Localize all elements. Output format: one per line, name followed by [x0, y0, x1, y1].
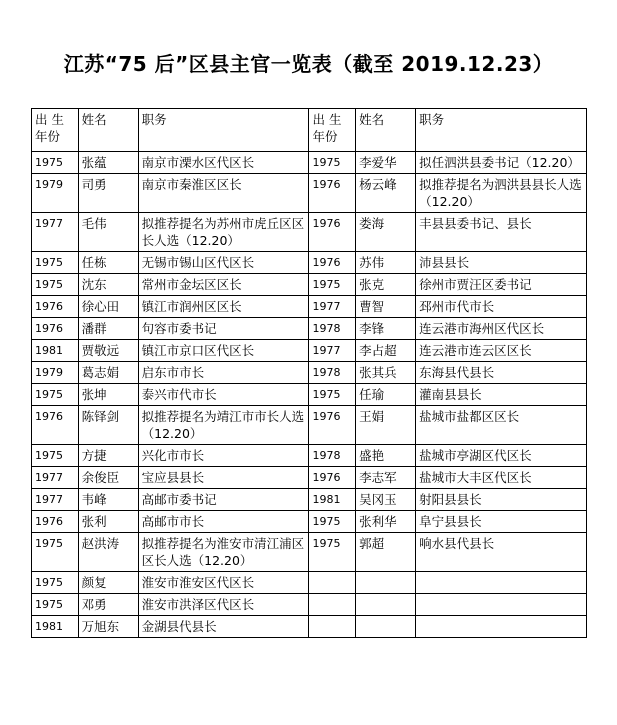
- table-body: [32, 152, 587, 638]
- post-cell: 徐州市贾汪区委书记: [416, 274, 587, 296]
- birth-year-cell: 1978: [309, 445, 356, 467]
- birth-year-cell: 1976: [32, 296, 79, 318]
- post-cell: 盐城市亭湖区代区长: [416, 445, 587, 467]
- birth-year-cell: 1975: [32, 152, 79, 174]
- name-cell: 葛志娟: [78, 362, 138, 384]
- post-cell: 丰县县委书记、县长: [416, 213, 587, 252]
- column-header-birth-year: 出 生 年份: [309, 109, 356, 152]
- name-cell: 张其兵: [356, 362, 416, 384]
- birth-year-cell: 1975: [32, 384, 79, 406]
- table-row: [32, 340, 587, 362]
- name-cell: 李志军: [356, 467, 416, 489]
- table-row: [32, 489, 587, 511]
- post-cell: 南京市秦淮区区长: [138, 174, 309, 213]
- name-cell: 李锋: [356, 318, 416, 340]
- post-cell: [416, 594, 587, 616]
- name-cell: 方捷: [78, 445, 138, 467]
- column-header-name: 姓名: [356, 109, 416, 152]
- name-cell: 杨云峰: [356, 174, 416, 213]
- birth-year-cell: 1975: [32, 274, 79, 296]
- name-cell: 邓勇: [78, 594, 138, 616]
- birth-year-cell: 1975: [32, 445, 79, 467]
- post-cell: [416, 572, 587, 594]
- birth-year-cell: 1976: [32, 511, 79, 533]
- name-cell: 曹智: [356, 296, 416, 318]
- name-cell: 李爱华: [356, 152, 416, 174]
- name-cell: 任瑜: [356, 384, 416, 406]
- name-cell: [356, 594, 416, 616]
- name-cell: 张利: [78, 511, 138, 533]
- birth-year-cell: [309, 616, 356, 638]
- name-cell: 韦峰: [78, 489, 138, 511]
- name-cell: 徐心田: [78, 296, 138, 318]
- birth-year-cell: 1976: [309, 174, 356, 213]
- birth-year-cell: 1975: [32, 533, 79, 572]
- birth-year-cell: 1975: [32, 252, 79, 274]
- table-row: [32, 274, 587, 296]
- birth-year-cell: 1976: [32, 318, 79, 340]
- name-cell: 万旭东: [78, 616, 138, 638]
- table-row: [32, 296, 587, 318]
- column-header-post: 职务: [416, 109, 587, 152]
- name-cell: [356, 616, 416, 638]
- birth-year-cell: 1979: [32, 174, 79, 213]
- post-cell: 灌南县县长: [416, 384, 587, 406]
- post-cell: 拟推荐提名为靖江市市长人选（12.20）: [138, 406, 309, 445]
- birth-year-cell: 1976: [309, 467, 356, 489]
- table-row: [32, 384, 587, 406]
- name-cell: 苏伟: [356, 252, 416, 274]
- post-cell: 无锡市锡山区代区长: [138, 252, 309, 274]
- birth-year-cell: 1976: [309, 406, 356, 445]
- post-cell: 常州市金坛区区长: [138, 274, 309, 296]
- officials-table: [31, 108, 587, 638]
- post-cell: 沛县县长: [416, 252, 587, 274]
- post-cell: 邳州市代市长: [416, 296, 587, 318]
- table-row: [32, 406, 587, 445]
- name-cell: 娄海: [356, 213, 416, 252]
- birth-year-cell: 1979: [32, 362, 79, 384]
- table-row: [32, 511, 587, 533]
- post-cell: 连云港市连云区区长: [416, 340, 587, 362]
- post-cell: 阜宁县县长: [416, 511, 587, 533]
- birth-year-cell: 1976: [309, 213, 356, 252]
- birth-year-cell: 1975: [309, 384, 356, 406]
- name-cell: 陈铎剑: [78, 406, 138, 445]
- table-row: [32, 594, 587, 616]
- birth-year-cell: 1977: [309, 296, 356, 318]
- table-row: [32, 362, 587, 384]
- post-cell: 响水县代县长: [416, 533, 587, 572]
- name-cell: 赵洪涛: [78, 533, 138, 572]
- birth-year-cell: 1981: [32, 616, 79, 638]
- post-cell: 连云港市海州区代区长: [416, 318, 587, 340]
- post-cell: 南京市溧水区代区长: [138, 152, 309, 174]
- table-row: [32, 152, 587, 174]
- post-cell: 泰兴市代市长: [138, 384, 309, 406]
- table-row: [32, 467, 587, 489]
- post-cell: 兴化市市长: [138, 445, 309, 467]
- post-cell: 启东市市长: [138, 362, 309, 384]
- birth-year-cell: 1975: [309, 533, 356, 572]
- table-row: [32, 616, 587, 638]
- birth-year-cell: 1975: [309, 274, 356, 296]
- post-cell: 高邮市委书记: [138, 489, 309, 511]
- post-cell: 盐城市大丰区代区长: [416, 467, 587, 489]
- column-header-name: 姓名: [78, 109, 138, 152]
- birth-year-cell: 1981: [32, 340, 79, 362]
- name-cell: [356, 572, 416, 594]
- name-cell: 贾敬远: [78, 340, 138, 362]
- table-row: [32, 572, 587, 594]
- post-cell: 金湖县代县长: [138, 616, 309, 638]
- birth-year-cell: 1978: [309, 318, 356, 340]
- table-row: [32, 318, 587, 340]
- birth-year-cell: 1978: [309, 362, 356, 384]
- name-cell: 盛艳: [356, 445, 416, 467]
- post-cell: 拟推荐提名为苏州市虎丘区区长人选（12.20）: [138, 213, 309, 252]
- name-cell: 吴冈玉: [356, 489, 416, 511]
- name-cell: 司勇: [78, 174, 138, 213]
- name-cell: 王娟: [356, 406, 416, 445]
- post-cell: 高邮市市长: [138, 511, 309, 533]
- name-cell: 沈东: [78, 274, 138, 296]
- post-cell: 拟任泗洪县委书记（12.20）: [416, 152, 587, 174]
- post-cell: 淮安市洪泽区代区长: [138, 594, 309, 616]
- post-cell: 射阳县县长: [416, 489, 587, 511]
- name-cell: 张坤: [78, 384, 138, 406]
- post-cell: 镇江市京口区代区长: [138, 340, 309, 362]
- birth-year-cell: 1975: [32, 572, 79, 594]
- name-cell: 张克: [356, 274, 416, 296]
- table-row: [32, 252, 587, 274]
- name-cell: 郭超: [356, 533, 416, 572]
- name-cell: 余俊臣: [78, 467, 138, 489]
- table-row: [32, 445, 587, 467]
- birth-year-cell: [309, 594, 356, 616]
- birth-year-cell: 1977: [32, 213, 79, 252]
- name-cell: 李占超: [356, 340, 416, 362]
- name-cell: 潘群: [78, 318, 138, 340]
- name-cell: 颜复: [78, 572, 138, 594]
- post-cell: 淮安市淮安区代区长: [138, 572, 309, 594]
- table-row: [32, 533, 587, 572]
- birth-year-cell: 1976: [309, 252, 356, 274]
- post-cell: 拟推荐提名为泗洪县县长人选（12.20）: [416, 174, 587, 213]
- name-cell: 张蕴: [78, 152, 138, 174]
- page-title: 江苏“75 后”区县主官一览表（截至 2019.12.23）: [63, 52, 554, 76]
- name-cell: 毛伟: [78, 213, 138, 252]
- name-cell: 张利华: [356, 511, 416, 533]
- post-cell: 拟推荐提名为淮安市清江浦区区长人选（12.20）: [138, 533, 309, 572]
- post-cell: 镇江市润州区区长: [138, 296, 309, 318]
- birth-year-cell: 1977: [309, 340, 356, 362]
- table-row: [32, 213, 587, 252]
- birth-year-cell: [309, 572, 356, 594]
- header-row: [32, 109, 587, 152]
- column-header-post: 职务: [138, 109, 309, 152]
- birth-year-cell: 1975: [309, 152, 356, 174]
- post-cell: 东海县代县长: [416, 362, 587, 384]
- table-row: [32, 174, 587, 213]
- birth-year-cell: 1977: [32, 489, 79, 511]
- birth-year-cell: 1976: [32, 406, 79, 445]
- post-cell: 句容市委书记: [138, 318, 309, 340]
- column-header-birth-year: 出 生 年份: [32, 109, 79, 152]
- birth-year-cell: 1975: [309, 511, 356, 533]
- post-cell: [416, 616, 587, 638]
- birth-year-cell: 1981: [309, 489, 356, 511]
- name-cell: 任栋: [78, 252, 138, 274]
- birth-year-cell: 1975: [32, 594, 79, 616]
- post-cell: 盐城市盐都区区长: [416, 406, 587, 445]
- birth-year-cell: 1977: [32, 467, 79, 489]
- post-cell: 宝应县县长: [138, 467, 309, 489]
